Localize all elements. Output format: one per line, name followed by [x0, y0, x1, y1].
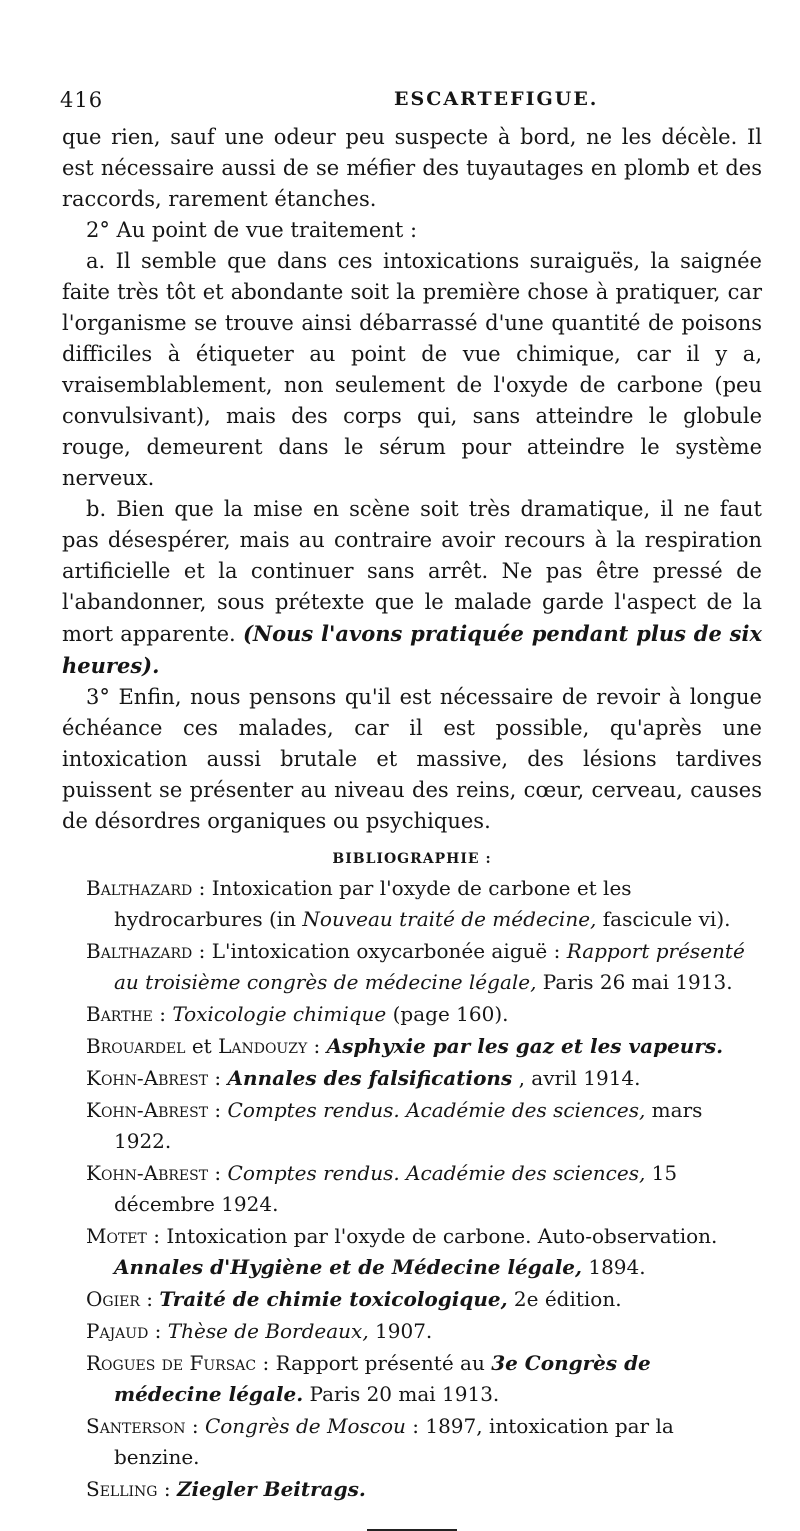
- running-title: ESCARTEFIGUE.: [394, 88, 599, 110]
- page-number: 416: [60, 88, 104, 112]
- ref-title: Asphyxie par les gaz et les vapeurs.: [326, 1034, 724, 1058]
- ref-title: Rapport présenté au troisième congrès de médecine légale,: [114, 939, 745, 994]
- ref-author: Landouzy: [218, 1034, 308, 1058]
- ref-title: Traité de chimie toxicologique,: [159, 1287, 508, 1311]
- paragraph: a. Il semble que dans ces intoxications suraiguës, la saignée faite très tôt et abondante soit la première chose à pratiquer, car l'organisme se trouve ainsi débarrassé d'une quantité de poisons difficiles à étiqueter au point de vue chimique, car il y a, vraisemblablement, non seulement de l'oxyde de carbone (peu convulsivant), mais des corps qui, sans atteindre le globule rouge, demeurent dans le sérum pour atteindre le système nerveux.: [62, 249, 762, 490]
- reference-entry: Pajaud : Thèse de Bordeaux, 1907.: [86, 1319, 433, 1343]
- ref-title: Comptes rendus. Académie des sciences,: [227, 1161, 646, 1185]
- paragraph: 3° Enfin, nous pensons qu'il est nécessaire de revoir à longue échéance ces malades, car il est possible, qu'après une intoxication aussi brutale et massive, des lésions tardives puissent se présenter au niveau des reins, cœur, cerveau, causes de désordres organiques ou psychiques.: [62, 685, 762, 833]
- reference-entry: Kohn-Abrest : Annales des falsifications , avril 1914.: [86, 1066, 641, 1090]
- ref-author: Kohn-Abrest: [86, 1161, 209, 1185]
- ref-author: Santerson: [86, 1414, 186, 1438]
- ref-author: Balthazard: [86, 876, 193, 900]
- ref-title: Annales des falsifications: [227, 1066, 513, 1090]
- reference-entry: Kohn-Abrest : Comptes rendus. Académie des sciences, 15 décembre 1924.: [86, 1161, 678, 1216]
- reference-entry: Brouardel et Landouzy : Asphyxie par les gaz et les vapeurs.: [86, 1034, 724, 1058]
- bibliography-list: [62, 873, 762, 1505]
- ref-author: Kohn-Abrest: [86, 1066, 209, 1090]
- page-header: [62, 88, 762, 118]
- bibliography-heading: BIBLIOGRAPHIE :: [332, 851, 492, 867]
- ref-author: Balthazard: [86, 939, 193, 963]
- reference-entry: Santerson : Congrès de Moscou : 1897, intoxication par la benzine.: [86, 1414, 674, 1469]
- ref-title: Thèse de Bordeaux,: [167, 1319, 369, 1343]
- ref-author: Brouardel: [86, 1034, 186, 1058]
- paragraph: que rien, sauf une odeur peu suspecte à bord, ne les décèle. Il est nécessaire aussi de se méfier des tuyautages en plomb et des raccords, rarement étanches.: [62, 125, 762, 211]
- ref-title: 3e Congrès de médecine légale.: [114, 1351, 651, 1406]
- reference-entry: Ogier : Traité de chimie toxicologique, 2e édition.: [86, 1287, 622, 1311]
- ref-title: Nouveau traité de médecine,: [302, 907, 597, 931]
- ref-author: Selling: [86, 1477, 158, 1501]
- body-text: [62, 122, 762, 837]
- reference-entry: Balthazard : Intoxication par l'oxyde de carbone et les hydrocarbures (in Nouveau traité de médecine, fascicule vi).: [86, 876, 731, 931]
- ref-title: Comptes rendus. Académie des sciences,: [227, 1098, 646, 1122]
- reference-entry: Selling : Ziegler Beitrags.: [86, 1477, 366, 1501]
- italic-note: (Nous l'avons pratiquée pendant plus de six heures).: [62, 621, 762, 678]
- ref-author: Barthe: [86, 1002, 153, 1026]
- section-heading-treatment: 2° Au point de vue traitement :: [86, 218, 418, 242]
- reference-entry: Rogues de Fursac : Rapport présenté au 3e Congrès de médecine légale. Paris 20 mai 1913.: [86, 1351, 651, 1406]
- ref-title: Congrès de Moscou: [204, 1414, 406, 1438]
- reference-entry: Barthe : Toxicologie chimique (page 160).: [86, 1002, 509, 1026]
- ref-author: Ogier: [86, 1287, 140, 1311]
- reference-entry: Balthazard : L'intoxication oxycarbonée aiguë : Rapport présenté au troisième congrès de médecine légale, Paris 26 mai 1913.: [86, 939, 745, 994]
- ref-author: Motet: [86, 1224, 147, 1248]
- paragraph-text: b. Bien que la mise en scène soit très dramatique, il ne faut pas désespérer, mais au contraire avoir recours à la respiration artificielle et la continuer sans arrêt. Ne pas être pressé de l'abandonner, sous prétexte que le malade garde l'aspect de la mort apparente.: [62, 497, 762, 646]
- ref-title: Annales d'Hygiène et de Médecine légale,: [114, 1255, 582, 1279]
- ref-author: Kohn-Abrest: [86, 1098, 209, 1122]
- reference-entry: Kohn-Abrest : Comptes rendus. Académie des sciences, mars 1922.: [86, 1098, 703, 1153]
- ref-author: Rogues de Fursac: [86, 1351, 257, 1375]
- paragraph: [62, 494, 762, 682]
- ref-title: Toxicologie chimique: [172, 1002, 387, 1026]
- reference-entry: Motet : Intoxication par l'oxyde de carbone. Auto-observation. Annales d'Hygiène et de Médecine légale, 1894.: [86, 1224, 718, 1279]
- ref-author: Pajaud: [86, 1319, 149, 1343]
- ref-title: Ziegler Beitrags.: [176, 1477, 366, 1501]
